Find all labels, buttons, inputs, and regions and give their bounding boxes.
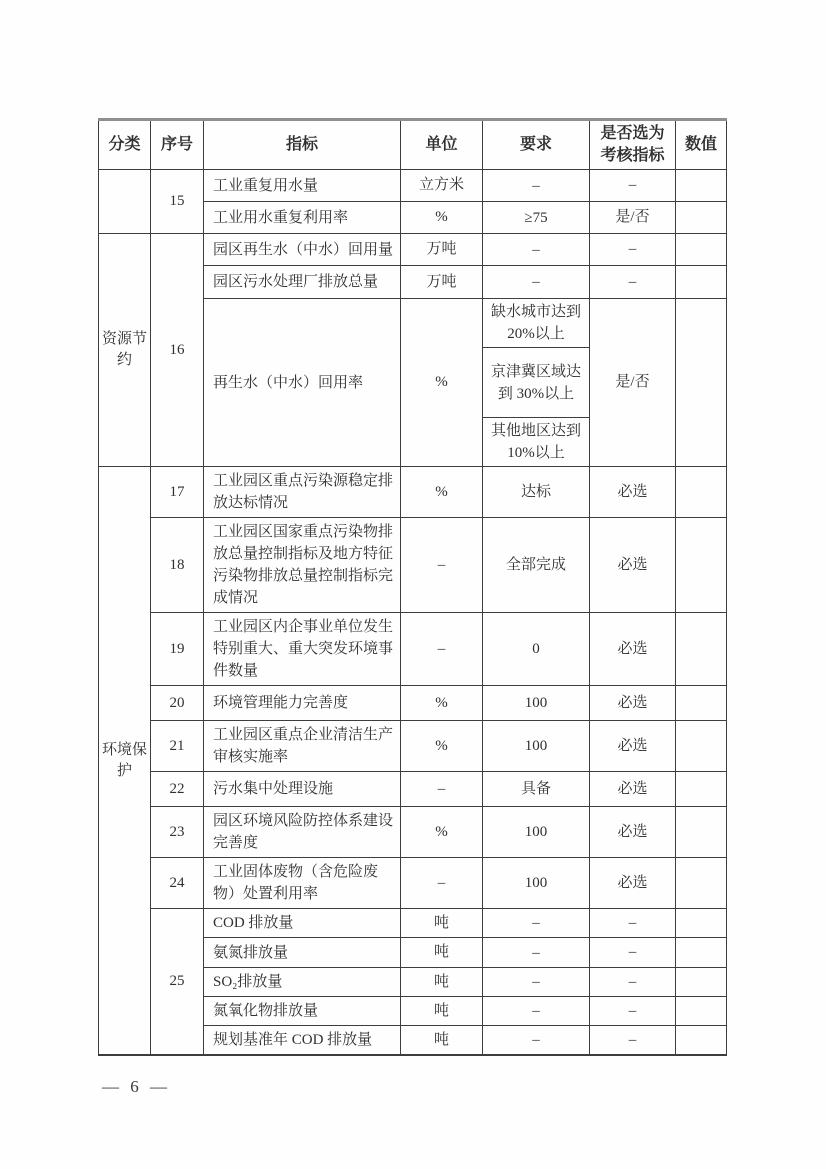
requirement-cell: 100 [483, 858, 590, 909]
requirement-cell: 100 [483, 807, 590, 858]
value-cell [676, 1026, 727, 1056]
header-category: 分类 [99, 120, 151, 170]
assess-cell: 是/否 [590, 202, 676, 234]
header-assess: 是否选为考核指标 [590, 120, 676, 170]
assess-cell: – [590, 938, 676, 968]
serial-cell: 23 [151, 807, 204, 858]
serial-cell: 19 [151, 613, 204, 686]
serial-cell: 20 [151, 686, 204, 721]
requirement-cell: – [483, 938, 590, 968]
table-row [99, 807, 727, 858]
indicator-cell: 氮氧化物排放量 [204, 997, 401, 1026]
header-requirement: 要求 [483, 120, 590, 170]
unit-cell: % [401, 299, 483, 467]
value-cell [676, 234, 727, 266]
requirement-cell: 达标 [483, 467, 590, 518]
value-cell [676, 299, 727, 467]
serial-cell: 22 [151, 772, 204, 807]
assess-cell: – [590, 234, 676, 266]
value-cell [676, 170, 727, 202]
requirement-cell: 100 [483, 686, 590, 721]
header-indicator: 指标 [204, 120, 401, 170]
assess-cell: – [590, 909, 676, 938]
unit-cell: 万吨 [401, 234, 483, 266]
assess-cell: 必选 [590, 467, 676, 518]
value-cell [676, 467, 727, 518]
category-cell-environment: 环境保护 [99, 467, 151, 1056]
assess-cell: 必选 [590, 721, 676, 772]
requirement-cell: 100 [483, 721, 590, 772]
unit-cell: – [401, 613, 483, 686]
value-cell [676, 938, 727, 968]
page-number: — 6 — [102, 1077, 167, 1096]
unit-cell: % [401, 686, 483, 721]
assess-cell: – [590, 266, 676, 299]
serial-cell: 15 [151, 170, 204, 234]
unit-cell: % [401, 202, 483, 234]
assess-cell: – [590, 997, 676, 1026]
requirement-cell: – [483, 997, 590, 1026]
indicator-table [98, 118, 727, 1056]
requirement-cell: – [483, 170, 590, 202]
value-cell [676, 997, 727, 1026]
indicator-cell: 园区污水处理厂排放总量 [204, 266, 401, 299]
unit-cell: 吨 [401, 909, 483, 938]
indicator-cell: 工业园区内企事业单位发生特别重大、重大突发环境事件数量 [204, 613, 401, 686]
unit-cell: – [401, 518, 483, 613]
assess-cell: – [590, 170, 676, 202]
value-cell [676, 858, 727, 909]
requirement-cell: – [483, 266, 590, 299]
table-row [99, 170, 727, 202]
header-no: 序号 [151, 120, 204, 170]
serial-cell: 24 [151, 858, 204, 909]
requirement-cell: – [483, 1026, 590, 1056]
unit-cell: % [401, 807, 483, 858]
indicator-cell: COD 排放量 [204, 909, 401, 938]
serial-cell: 18 [151, 518, 204, 613]
assess-cell: – [590, 968, 676, 997]
indicator-cell: 工业园区国家重点污染物排放总量控制指标及地方特征污染物排放总量控制指标完成情况 [204, 518, 401, 613]
requirement-cell: 0 [483, 613, 590, 686]
assess-cell: 是/否 [590, 299, 676, 467]
unit-cell: 万吨 [401, 266, 483, 299]
unit-cell: % [401, 467, 483, 518]
value-cell [676, 202, 727, 234]
requirement-cell: 京津冀区域达到 30%以上 [483, 348, 590, 418]
category-cell-resource: 资源节约 [99, 234, 151, 467]
unit-cell: – [401, 858, 483, 909]
table-row [99, 234, 727, 266]
indicator-cell: 工业园区重点污染源稳定排放达标情况 [204, 467, 401, 518]
assess-cell: 必选 [590, 807, 676, 858]
unit-cell: 吨 [401, 997, 483, 1026]
table-row [99, 858, 727, 909]
requirement-cell: ≥75 [483, 202, 590, 234]
indicator-cell: 环境管理能力完善度 [204, 686, 401, 721]
requirement-cell: 全部完成 [483, 518, 590, 613]
unit-cell: % [401, 721, 483, 772]
unit-cell: 吨 [401, 1026, 483, 1056]
unit-cell: – [401, 772, 483, 807]
indicator-cell: 园区环境风险防控体系建设完善度 [204, 807, 401, 858]
requirement-cell: – [483, 968, 590, 997]
indicator-cell: 工业固体废物（含危险废物）处置利用率 [204, 858, 401, 909]
indicator-cell: 工业重复用水量 [204, 170, 401, 202]
requirement-cell: – [483, 234, 590, 266]
table-row [99, 518, 727, 613]
assess-cell: – [590, 1026, 676, 1056]
value-cell [676, 613, 727, 686]
value-cell [676, 772, 727, 807]
header-value: 数值 [676, 120, 727, 170]
table-row [99, 721, 727, 772]
requirement-cell: – [483, 909, 590, 938]
requirement-cell: 其他地区达到10%以上 [483, 418, 590, 467]
serial-cell: 21 [151, 721, 204, 772]
value-cell [676, 721, 727, 772]
indicator-cell: 工业园区重点企业清洁生产审核实施率 [204, 721, 401, 772]
indicator-cell: SO₂排放量 [204, 968, 401, 997]
requirement-cell: 缺水城市达到20%以上 [483, 299, 590, 348]
table-row [99, 613, 727, 686]
header-row [99, 120, 727, 170]
indicator-cell: 工业用水重复利用率 [204, 202, 401, 234]
value-cell [676, 807, 727, 858]
indicator-cell: 再生水（中水）回用率 [204, 299, 401, 467]
serial-cell: 25 [151, 909, 204, 1056]
assess-cell: 必选 [590, 772, 676, 807]
assess-cell: 必选 [590, 613, 676, 686]
value-cell [676, 909, 727, 938]
indicator-cell: 园区再生水（中水）回用量 [204, 234, 401, 266]
assess-cell: 必选 [590, 686, 676, 721]
assess-cell: 必选 [590, 858, 676, 909]
serial-cell: 16 [151, 234, 204, 467]
value-cell [676, 266, 727, 299]
indicator-cell: 污水集中处理设施 [204, 772, 401, 807]
unit-cell: 吨 [401, 938, 483, 968]
value-cell [676, 686, 727, 721]
value-cell [676, 968, 727, 997]
table-row [99, 686, 727, 721]
table-row [99, 772, 727, 807]
indicator-cell: 规划基准年 COD 排放量 [204, 1026, 401, 1056]
category-cell-blank [99, 170, 151, 234]
assess-cell: 必选 [590, 518, 676, 613]
indicator-cell: 氨氮排放量 [204, 938, 401, 968]
table-row [99, 467, 727, 518]
unit-cell: 立方米 [401, 170, 483, 202]
serial-cell: 17 [151, 467, 204, 518]
header-unit: 单位 [401, 120, 483, 170]
value-cell [676, 518, 727, 613]
requirement-cell: 具备 [483, 772, 590, 807]
table-row [99, 909, 727, 938]
unit-cell: 吨 [401, 968, 483, 997]
